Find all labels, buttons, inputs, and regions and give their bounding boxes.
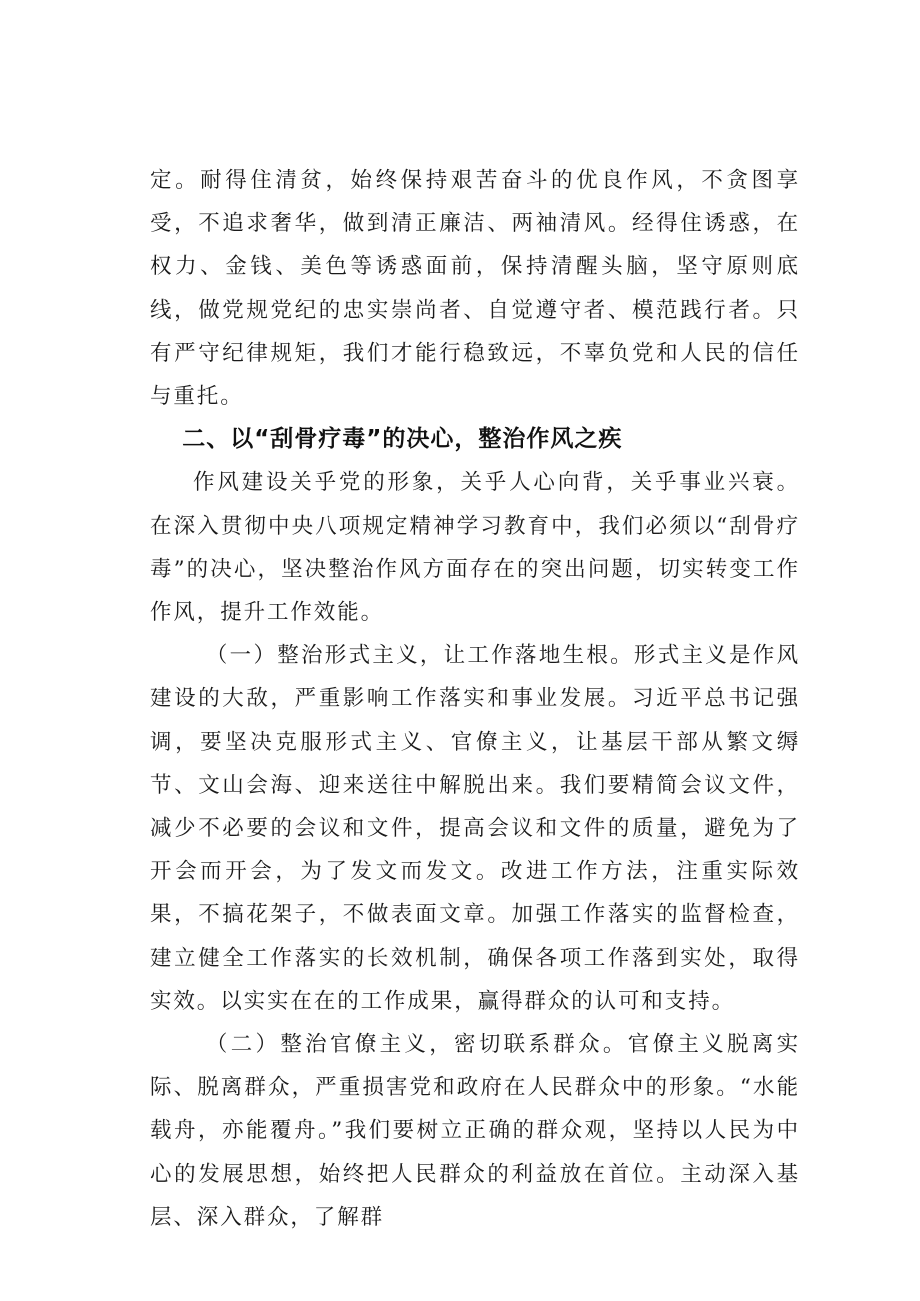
section-heading-2: 二、以“刮骨疗毒”的决心，整治作风之疾 xyxy=(182,426,623,453)
paragraph-continued: 定。耐得住清贫，始终保持艰苦奋斗的优良作风，不贪图享受，不追求奢华，做到清正廉洁、两袖清风。经得住诱惑，在权力、金钱、美色等诱惑面前，保持清醒头脑，坚守原则底线，做党规党纪的忠实崇尚者、自觉遵守者、模范践行者。只有严守纪律规矩，我们才能行稳致远，不辜负党和人民的信任与重托。 xyxy=(150,168,800,410)
section-intro-paragraph: 作风建设关乎党的形象，关乎人心向背，关乎事业兴衰。在深入贯彻中央八项规定精神学习教育中，我们必须以“刮骨疗毒”的决心，坚决整治作风方面存在的突出问题，切实转变工作作风，提升工作效能。 xyxy=(150,470,800,626)
subsection-1-paragraph: （一）整治形式主义，让工作落地生根。形式主义是作风建设的大敌，严重影响工作落实和事业发展。习近平总书记强调，要坚决克服形式主义、官僚主义，让基层干部从繁文缛节、文山会海、迎来送往中解脱出来。我们要精简会议文件，减少不必要的会议和文件，提高会议和文件的质量，避免为了开会而开会，为了发文而发文。改进工作方法，注重实际效果，不搞花架子，不做表面文章。加强工作落实的监督检查，建立健全工作落实的长效机制，确保各项工作落到实处，取得实效。以实实在在的工作成果，赢得群众的认可和支持。 xyxy=(150,643,800,1014)
subsection-2-paragraph: （二）整治官僚主义，密切联系群众。官僚主义脱离实际、脱离群众，严重损害党和政府在人民群众中的形象。“水能载舟，亦能覆舟。”我们要树立正确的群众观，坚持以人民为中心的发展思想，始终把人民群众的利益放在首位。主动深入基层、深入群众，了解群 xyxy=(150,1032,800,1230)
document-body xyxy=(150,159,800,1239)
